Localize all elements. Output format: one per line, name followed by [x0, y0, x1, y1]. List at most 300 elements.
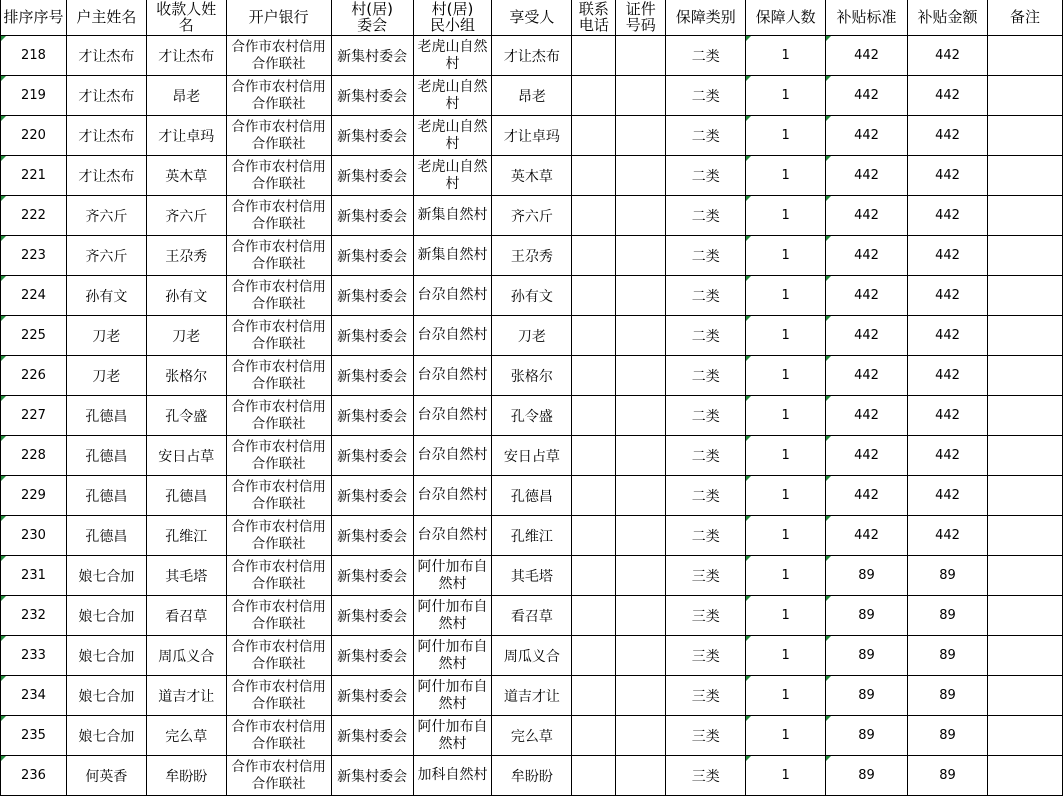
cell-phone[interactable]: [572, 596, 616, 636]
cell-payee[interactable]: [146, 636, 226, 676]
cell-group[interactable]: [413, 196, 492, 236]
cell-note[interactable]: [987, 156, 1062, 196]
cell-payee[interactable]: [146, 436, 226, 476]
cell-committee[interactable]: [331, 196, 413, 236]
cell-id[interactable]: [616, 516, 666, 556]
cell-bank[interactable]: [226, 716, 331, 756]
cell-seq[interactable]: [1, 236, 67, 276]
cell-head[interactable]: [66, 236, 146, 276]
cell-seq[interactable]: [1, 636, 67, 676]
cell-amount[interactable]: [908, 516, 988, 556]
cell-bank[interactable]: [226, 636, 331, 676]
cell-group[interactable]: [413, 236, 492, 276]
cell-committee[interactable]: [331, 76, 413, 116]
cell-group[interactable]: [413, 596, 492, 636]
cell-note[interactable]: [987, 556, 1062, 596]
cell-seq[interactable]: [1, 36, 67, 76]
cell-standard[interactable]: [826, 476, 908, 516]
cell-bank[interactable]: [226, 356, 331, 396]
cell-committee[interactable]: [331, 236, 413, 276]
cell-count[interactable]: [746, 436, 826, 476]
cell-group[interactable]: [413, 756, 492, 796]
cell-phone[interactable]: [572, 756, 616, 796]
cell-bank[interactable]: [226, 396, 331, 436]
cell-beneficiary[interactable]: [492, 356, 572, 396]
cell-committee[interactable]: [331, 116, 413, 156]
cell-note[interactable]: [987, 396, 1062, 436]
cell-seq[interactable]: [1, 756, 67, 796]
comment-marker: [826, 236, 831, 241]
cell-phone[interactable]: [572, 396, 616, 436]
cell-phone[interactable]: [572, 476, 616, 516]
cell-beneficiary[interactable]: [492, 556, 572, 596]
cell-beneficiary[interactable]: [492, 76, 572, 116]
cell-committee[interactable]: [331, 556, 413, 596]
cell-payee[interactable]: [146, 316, 226, 356]
cell-note[interactable]: [987, 436, 1062, 476]
cell-seq[interactable]: [1, 196, 67, 236]
cell-id[interactable]: [616, 636, 666, 676]
cell-id[interactable]: [616, 196, 666, 236]
cell-bank[interactable]: [226, 516, 331, 556]
cell-head[interactable]: [66, 76, 146, 116]
cell-standard[interactable]: [826, 756, 908, 796]
cell-standard[interactable]: [826, 156, 908, 196]
cell-id[interactable]: [616, 276, 666, 316]
cell-phone[interactable]: [572, 516, 616, 556]
cell-note[interactable]: [987, 636, 1062, 676]
cell-standard[interactable]: [826, 516, 908, 556]
cell-amount[interactable]: [908, 716, 988, 756]
cell-type[interactable]: [666, 676, 746, 716]
cell-type[interactable]: [666, 36, 746, 76]
cell-phone[interactable]: [572, 676, 616, 716]
cell-head[interactable]: [66, 396, 146, 436]
cell-type[interactable]: [666, 236, 746, 276]
cell-amount-text: 442: [935, 128, 960, 143]
cell-standard[interactable]: [826, 556, 908, 596]
cell-head[interactable]: [66, 476, 146, 516]
cell-count[interactable]: [746, 76, 826, 116]
cell-seq[interactable]: [1, 436, 67, 476]
cell-count[interactable]: [746, 196, 826, 236]
cell-beneficiary[interactable]: [492, 636, 572, 676]
cell-amount[interactable]: [908, 676, 988, 716]
cell-standard[interactable]: [826, 116, 908, 156]
cell-amount[interactable]: [908, 596, 988, 636]
cell-committee[interactable]: [331, 516, 413, 556]
cell-head[interactable]: [66, 556, 146, 596]
cell-count[interactable]: [746, 116, 826, 156]
cell-beneficiary[interactable]: [492, 196, 572, 236]
cell-payee[interactable]: [146, 396, 226, 436]
cell-seq[interactable]: [1, 676, 67, 716]
cell-id[interactable]: [616, 116, 666, 156]
cell-count[interactable]: [746, 316, 826, 356]
cell-note[interactable]: [987, 316, 1062, 356]
cell-committee[interactable]: [331, 276, 413, 316]
cell-standard[interactable]: [826, 196, 908, 236]
cell-beneficiary[interactable]: [492, 236, 572, 276]
cell-group[interactable]: [413, 476, 492, 516]
cell-type[interactable]: [666, 276, 746, 316]
cell-type[interactable]: [666, 116, 746, 156]
cell-group[interactable]: [413, 356, 492, 396]
cell-id[interactable]: [616, 596, 666, 636]
cell-committee[interactable]: [331, 36, 413, 76]
cell-group[interactable]: [413, 556, 492, 596]
cell-count[interactable]: [746, 596, 826, 636]
cell-seq[interactable]: [1, 516, 67, 556]
header-type[interactable]: 保障类别: [666, 0, 746, 36]
cell-beneficiary[interactable]: [492, 516, 572, 556]
cell-seq[interactable]: [1, 556, 67, 596]
cell-seq[interactable]: [1, 596, 67, 636]
cell-head[interactable]: [66, 276, 146, 316]
cell-payee[interactable]: [146, 76, 226, 116]
cell-head[interactable]: [66, 196, 146, 236]
cell-standard[interactable]: [826, 676, 908, 716]
cell-payee[interactable]: [146, 356, 226, 396]
cell-phone[interactable]: [572, 196, 616, 236]
cell-note[interactable]: [987, 596, 1062, 636]
cell-bank[interactable]: [226, 756, 331, 796]
cell-head[interactable]: [66, 436, 146, 476]
cell-phone[interactable]: [572, 156, 616, 196]
cell-group[interactable]: [413, 396, 492, 436]
cell-head[interactable]: [66, 36, 146, 76]
cell-bank[interactable]: [226, 276, 331, 316]
cell-beneficiary[interactable]: [492, 716, 572, 756]
cell-payee-text: 刀老: [172, 328, 201, 345]
cell-payee[interactable]: [146, 556, 226, 596]
header-group[interactable]: 村(居) 民小组: [413, 0, 492, 36]
cell-head[interactable]: [66, 356, 146, 396]
cell-type[interactable]: [666, 716, 746, 756]
cell-standard[interactable]: [826, 436, 908, 476]
header-bank[interactable]: 开户银行: [226, 0, 331, 36]
cell-seq[interactable]: [1, 396, 67, 436]
cell-count-text: 1: [781, 408, 790, 423]
cell-seq[interactable]: [1, 476, 67, 516]
cell-amount[interactable]: [908, 556, 988, 596]
cell-type[interactable]: [666, 356, 746, 396]
cell-type[interactable]: [666, 476, 746, 516]
cell-bank[interactable]: [226, 236, 331, 276]
cell-count[interactable]: [746, 156, 826, 196]
header-count[interactable]: 保障人数: [746, 0, 826, 36]
cell-seq[interactable]: [1, 716, 67, 756]
cell-amount[interactable]: [908, 236, 988, 276]
cell-group[interactable]: [413, 156, 492, 196]
cell-head[interactable]: [66, 756, 146, 796]
cell-group[interactable]: [413, 516, 492, 556]
cell-head[interactable]: [66, 596, 146, 636]
cell-head[interactable]: [66, 636, 146, 676]
cell-bank[interactable]: [226, 316, 331, 356]
cell-count[interactable]: [746, 236, 826, 276]
cell-group[interactable]: [413, 676, 492, 716]
cell-note[interactable]: [987, 756, 1062, 796]
cell-beneficiary[interactable]: [492, 596, 572, 636]
cell-note[interactable]: [987, 356, 1062, 396]
cell-standard-text: 442: [854, 128, 879, 143]
cell-amount-text: 89: [939, 608, 956, 623]
cell-phone[interactable]: [572, 76, 616, 116]
cell-amount[interactable]: [908, 116, 988, 156]
header-amount[interactable]: 补贴金额: [908, 0, 988, 36]
cell-count[interactable]: [746, 676, 826, 716]
cell-payee[interactable]: [146, 716, 226, 756]
cell-bank[interactable]: [226, 596, 331, 636]
cell-amount[interactable]: [908, 756, 988, 796]
cell-id[interactable]: [616, 36, 666, 76]
cell-amount[interactable]: [908, 76, 988, 116]
cell-bank[interactable]: [226, 556, 331, 596]
cell-beneficiary[interactable]: [492, 676, 572, 716]
cell-amount[interactable]: [908, 436, 988, 476]
cell-count[interactable]: [746, 396, 826, 436]
cell-head[interactable]: [66, 116, 146, 156]
cell-committee[interactable]: [331, 476, 413, 516]
cell-bank[interactable]: [226, 156, 331, 196]
cell-id[interactable]: [616, 76, 666, 116]
cell-id[interactable]: [616, 236, 666, 276]
cell-type[interactable]: [666, 76, 746, 116]
cell-committee[interactable]: [331, 596, 413, 636]
cell-payee[interactable]: [146, 756, 226, 796]
cell-count[interactable]: [746, 636, 826, 676]
cell-note[interactable]: [987, 676, 1062, 716]
cell-committee[interactable]: [331, 756, 413, 796]
cell-id[interactable]: [616, 756, 666, 796]
cell-id[interactable]: [616, 316, 666, 356]
table-row: [1, 636, 1063, 676]
cell-payee[interactable]: [146, 676, 226, 716]
cell-id[interactable]: [616, 396, 666, 436]
cell-amount[interactable]: [908, 636, 988, 676]
header-beneficiary[interactable]: 享受人: [492, 0, 572, 36]
cell-seq[interactable]: [1, 356, 67, 396]
cell-beneficiary[interactable]: [492, 436, 572, 476]
cell-committee[interactable]: [331, 316, 413, 356]
cell-phone[interactable]: [572, 356, 616, 396]
cell-amount[interactable]: [908, 316, 988, 356]
cell-amount[interactable]: [908, 356, 988, 396]
cell-standard[interactable]: [826, 356, 908, 396]
cell-bank[interactable]: [226, 36, 331, 76]
cell-count[interactable]: [746, 36, 826, 76]
cell-amount[interactable]: [908, 36, 988, 76]
cell-beneficiary[interactable]: [492, 156, 572, 196]
cell-standard[interactable]: [826, 636, 908, 676]
cell-amount[interactable]: [908, 396, 988, 436]
cell-count-text: 1: [781, 88, 790, 103]
cell-committee[interactable]: [331, 676, 413, 716]
cell-group[interactable]: [413, 436, 492, 476]
header-head[interactable]: 户主姓名: [66, 0, 146, 36]
cell-payee[interactable]: [146, 596, 226, 636]
cell-payee[interactable]: [146, 516, 226, 556]
cell-payee[interactable]: [146, 476, 226, 516]
cell-beneficiary[interactable]: [492, 36, 572, 76]
cell-seq[interactable]: [1, 156, 67, 196]
cell-note[interactable]: [987, 196, 1062, 236]
header-seq[interactable]: 排序序号: [1, 0, 67, 36]
cell-bank[interactable]: [226, 116, 331, 156]
cell-bank[interactable]: [226, 436, 331, 476]
header-id[interactable]: 证件 号码: [616, 0, 666, 36]
cell-beneficiary[interactable]: [492, 316, 572, 356]
cell-beneficiary[interactable]: [492, 276, 572, 316]
cell-amount[interactable]: [908, 276, 988, 316]
cell-payee[interactable]: [146, 156, 226, 196]
cell-id[interactable]: [616, 676, 666, 716]
cell-seq[interactable]: [1, 76, 67, 116]
cell-type[interactable]: [666, 556, 746, 596]
cell-seq[interactable]: [1, 316, 67, 356]
cell-type[interactable]: [666, 756, 746, 796]
cell-committee[interactable]: [331, 396, 413, 436]
cell-count[interactable]: [746, 476, 826, 516]
cell-group[interactable]: [413, 76, 492, 116]
cell-note[interactable]: [987, 716, 1062, 756]
cell-note[interactable]: [987, 116, 1062, 156]
cell-id[interactable]: [616, 556, 666, 596]
cell-group[interactable]: [413, 116, 492, 156]
cell-type[interactable]: [666, 516, 746, 556]
cell-amount[interactable]: [908, 476, 988, 516]
cell-id[interactable]: [616, 716, 666, 756]
cell-count[interactable]: [746, 276, 826, 316]
cell-phone[interactable]: [572, 636, 616, 676]
cell-count[interactable]: [746, 556, 826, 596]
cell-id[interactable]: [616, 476, 666, 516]
cell-type[interactable]: [666, 636, 746, 676]
cell-payee[interactable]: [146, 196, 226, 236]
cell-note[interactable]: [987, 76, 1062, 116]
cell-beneficiary[interactable]: [492, 756, 572, 796]
cell-head[interactable]: [66, 676, 146, 716]
cell-bank[interactable]: [226, 476, 331, 516]
cell-bank-line1: 合作市农村信用 合作联社: [231, 198, 326, 232]
cell-seq[interactable]: [1, 116, 67, 156]
table-row: [1, 476, 1063, 516]
cell-bank[interactable]: [226, 676, 331, 716]
cell-phone[interactable]: [572, 276, 616, 316]
cell-payee[interactable]: [146, 236, 226, 276]
cell-type[interactable]: [666, 156, 746, 196]
cell-note[interactable]: [987, 476, 1062, 516]
cell-payee-text: 孔令盛: [165, 408, 208, 425]
header-phone[interactable]: 联系 电话: [572, 0, 616, 36]
cell-type[interactable]: [666, 396, 746, 436]
comment-marker: [746, 476, 751, 481]
cell-phone[interactable]: [572, 36, 616, 76]
cell-phone[interactable]: [572, 236, 616, 276]
cell-id[interactable]: [616, 156, 666, 196]
cell-bank-line1: 合作市农村信用 合作联社: [231, 558, 326, 592]
cell-seq[interactable]: [1, 276, 67, 316]
cell-beneficiary-text: 才让杰布: [503, 48, 560, 65]
cell-standard[interactable]: [826, 716, 908, 756]
cell-phone[interactable]: [572, 716, 616, 756]
cell-head[interactable]: [66, 156, 146, 196]
cell-standard[interactable]: [826, 316, 908, 356]
cell-bank[interactable]: [226, 196, 331, 236]
cell-beneficiary[interactable]: [492, 396, 572, 436]
cell-payee[interactable]: [146, 116, 226, 156]
cell-phone[interactable]: [572, 436, 616, 476]
cell-committee[interactable]: [331, 436, 413, 476]
header-standard[interactable]: 补贴标准: [826, 0, 908, 36]
cell-group[interactable]: [413, 636, 492, 676]
cell-group[interactable]: [413, 716, 492, 756]
cell-standard[interactable]: [826, 76, 908, 116]
cell-standard[interactable]: [826, 396, 908, 436]
cell-head[interactable]: [66, 516, 146, 556]
cell-committee[interactable]: [331, 716, 413, 756]
cell-count-text: 1: [781, 568, 790, 583]
cell-id[interactable]: [616, 356, 666, 396]
cell-note[interactable]: [987, 516, 1062, 556]
cell-committee[interactable]: [331, 356, 413, 396]
cell-group[interactable]: [413, 36, 492, 76]
cell-beneficiary[interactable]: [492, 476, 572, 516]
cell-type[interactable]: [666, 596, 746, 636]
cell-beneficiary[interactable]: [492, 116, 572, 156]
cell-group[interactable]: [413, 276, 492, 316]
cell-bank[interactable]: [226, 76, 331, 116]
cell-standard[interactable]: [826, 596, 908, 636]
comment-marker: [1, 716, 6, 721]
cell-phone[interactable]: [572, 316, 616, 356]
cell-group[interactable]: [413, 316, 492, 356]
cell-type-text: 三类: [691, 728, 720, 745]
cell-standard[interactable]: [826, 36, 908, 76]
cell-count[interactable]: [746, 716, 826, 756]
cell-count[interactable]: [746, 356, 826, 396]
cell-type[interactable]: [666, 196, 746, 236]
cell-payee-text: 齐六斤: [165, 208, 208, 225]
cell-beneficiary-text: 安日占草: [503, 448, 560, 465]
cell-payee[interactable]: [146, 276, 226, 316]
cell-id[interactable]: [616, 436, 666, 476]
cell-standard[interactable]: [826, 276, 908, 316]
cell-payee[interactable]: [146, 36, 226, 76]
comment-marker: [826, 756, 831, 761]
cell-committee[interactable]: [331, 156, 413, 196]
cell-type[interactable]: [666, 436, 746, 476]
cell-phone[interactable]: [572, 556, 616, 596]
header-payee[interactable]: 收款人姓 名: [146, 0, 226, 36]
cell-phone[interactable]: [572, 116, 616, 156]
header-committee[interactable]: 村(居) 委会: [331, 0, 413, 36]
cell-standard[interactable]: [826, 236, 908, 276]
cell-note[interactable]: [987, 36, 1062, 76]
cell-head[interactable]: [66, 716, 146, 756]
cell-type[interactable]: [666, 316, 746, 356]
cell-head[interactable]: [66, 316, 146, 356]
cell-amount[interactable]: [908, 196, 988, 236]
cell-committee[interactable]: [331, 636, 413, 676]
cell-count[interactable]: [746, 516, 826, 556]
cell-note[interactable]: [987, 236, 1062, 276]
cell-count[interactable]: [746, 756, 826, 796]
cell-note[interactable]: [987, 276, 1062, 316]
cell-amount[interactable]: [908, 156, 988, 196]
header-note[interactable]: 备注: [987, 0, 1062, 36]
